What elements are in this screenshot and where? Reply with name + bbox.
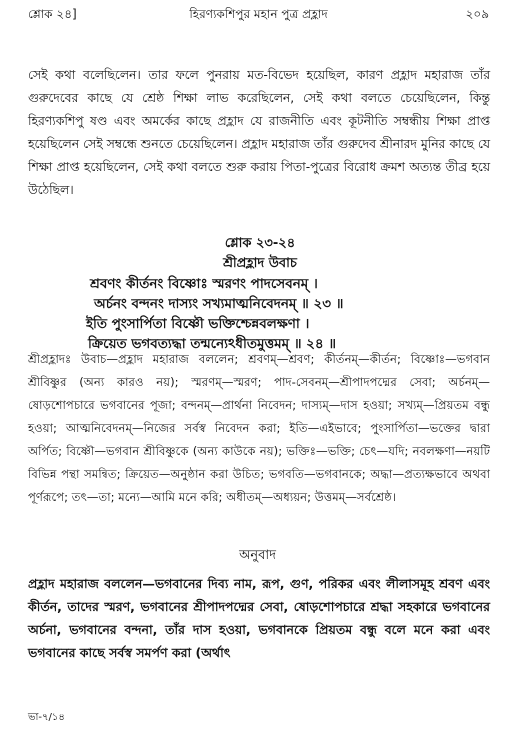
verse-number: শ্লোক ২৩-২৪ [224,236,296,251]
verse-line: অর্চনং বন্দনং দাস্যং সখ্যমাত্মনিবেদনম্ ॥ ২৩ ॥ [94,296,344,312]
verse-line: ক্রিয়েত ভগবত্যদ্ধা তন্মন্যেঽধীতমুত্তমম্ ॥ ২৪ ॥ [88,336,337,352]
verse-line: শ্রবণং কীর্তনং বিষ্ণোঃ স্মরণং পাদসেবনম্ । [90,276,318,292]
purport-paragraph: সেই কথা বলেছিলেন। তার ফলে পুনরায় মত-বিভেদ হয়েছিল, কারণ প্রহ্লাদ মহারাজ তাঁর গুরুদেবের কাছে যে শ্রেষ্ঠ শিক্ষা লাভ করেছিলেন, সেই কথা বলতে চেয়েছিলেন, কিন্তু হিরণ্যকশিপু ষণ্ড এবং অমর্কের কাছে প্রহ্লাদ যে রাজনীতি এবং কূটনীতি সম্বন্ধীয় শিক্ষা প্রাপ্ত হয়েছিলেন সেই সম্বন্ধে শুনতে চেয়েছিলেন। প্রহ্লাদ মহারাজ তাঁর গুরুদেব শ্রীনারদ মুনির কাছে যে শিক্ষা প্রাপ্ত হয়েছিলেন, সেই কথা বলতে শুরু করায় পিতা-পুত্রের বিরোধ ক্রমশ অত্যন্ত তীব্র হয়ে উঠেছিল। [28,68,490,197]
signature-mark: ভা-৭/১৪ [28,712,65,723]
translation-heading: অনুবাদ [239,548,276,563]
header-verse-ref: শ্লোক ২৪] [28,7,77,21]
verse-speaker: শ্রীপ্রহ্লাদ উবাচ [223,256,297,271]
header-chapter-title: হিরণ্যকশিপুর মহান পুত্র প্রহ্লাদ [189,7,328,21]
page-number: ২০৯ [465,7,489,21]
running-header [28,6,489,26]
synonyms-paragraph: শ্রীপ্রহ্লাদঃ উবাচ—প্রহ্লাদ মহারাজ বললেন; শ্রবণম্—শ্রবণ; কীর্তনম্—কীর্তন; বিষ্ণোঃ—ভগবান শ্রীবিষ্ণুর (অন্য কারও নয়); স্মরণম্—স্মরণ; পাদ-সেবনম্—শ্রীপাদপদ্মের সেবা; অর্চনম্—ষোড়শোপচারে ভগবানের পূজা; বন্দনম্—প্রার্থনা নিবেদন; দাস্যম্—দাস হওয়া; সখ্যম্—প্রিয়তম বন্ধু হওয়া; আত্মনিবেদনম্—নিজের সর্বস্ব নিবেদন করা; ইতি—এইভাবে; পুংসার্পিতা—ভক্তের দ্বারা অর্পিত; বিষ্ণৌ—ভগবান শ্রীবিষ্ণুকে (অন্য কাউকে নয়); ভক্তিঃ—ভক্তি; চেৎ—যদি; নবলক্ষণা—নয়টি বিভিন্ন পন্থা সমন্বিত; ক্রিয়েত—অনুষ্ঠান করা উচিত; ভগবতি—ভগবানকে; অদ্ধা—প্রত্যক্ষভাবে অথবা পূর্ণরূপে; তৎ—তা; মন্যে—আমি মনে করি; অধীতম্—অধ্যয়ন; উত্তমম্—সর্বশ্রেষ্ঠ। [28,352,490,504]
verse-block [40,234,480,354]
verse-line: ইতি পুংসার্পিতা বিষ্ণৌ ভক্তিশ্চেন্নবলক্ষণা । [86,316,310,332]
translation-paragraph: প্রহ্লাদ মহারাজ বললেন—ভগবানের দিব্য নাম, রূপ, গুণ, পরিকর এবং লীলাসমূহ শ্রবণ এবং কীর্তন, তাদের স্মরণ, ভগবানের শ্রীপাদপদ্মের সেবা, ষোড়শোপচারে শ্রদ্ধা সহকারে ভগবানের অর্চনা, ভগবানের বন্দনা, তাঁর দাস হওয়া, ভগবানকে প্রিয়তম বন্ধু বলে মনে করা এবং ভগবানের কাছে সর্বস্ব সমর্পণ করা (অর্থাৎ [28,576,490,660]
